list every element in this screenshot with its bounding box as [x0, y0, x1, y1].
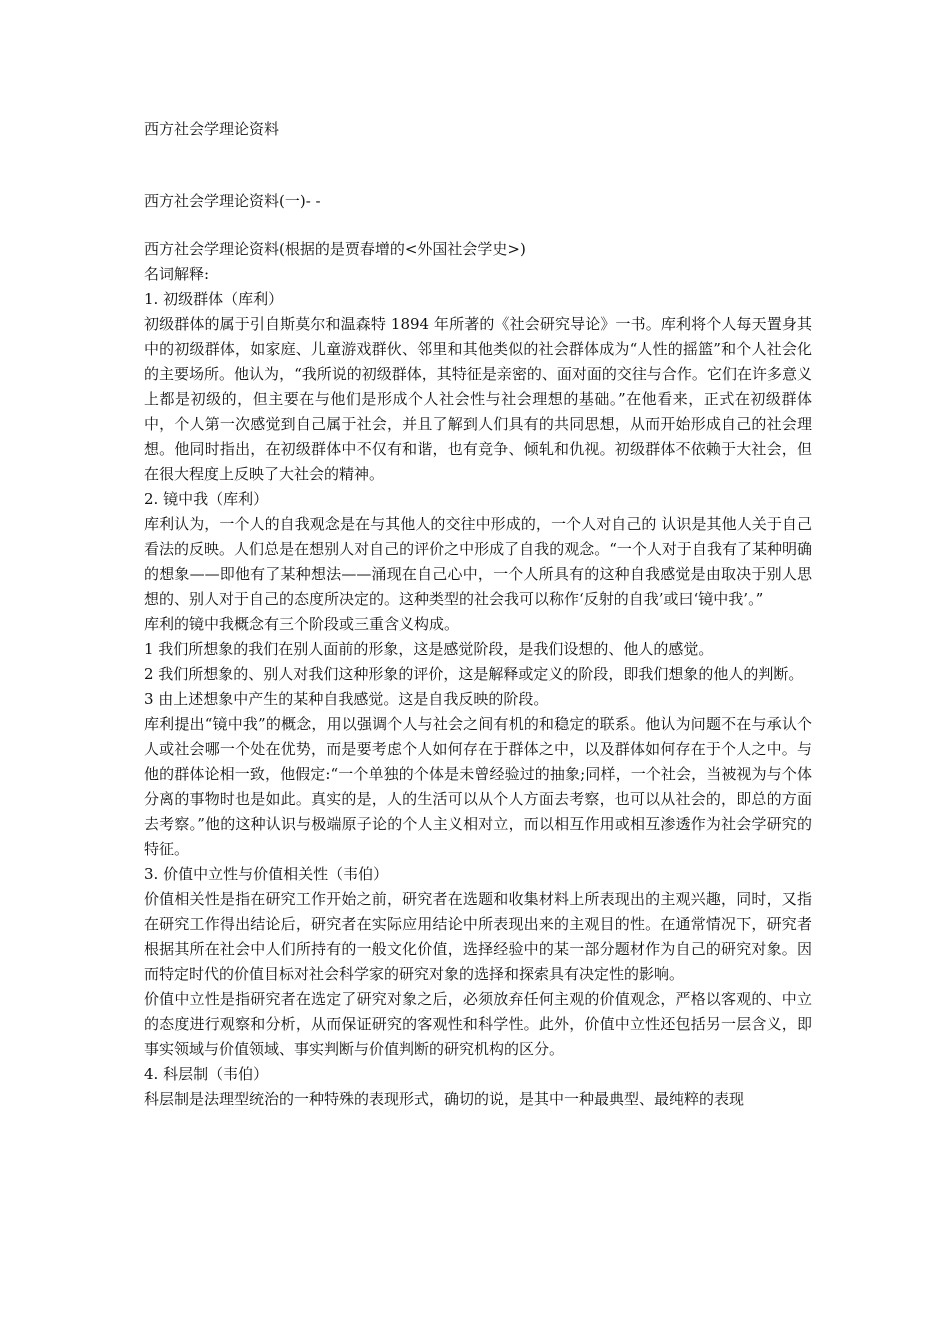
- paragraph: 初级群体的属于引自斯莫尔和温森特 1894 年所著的《社会研究导论》一书。库利将个人每天置身其中的初级群体，如家庭、儿童游戏群伙、邻里和其他类似的社会群体成为“人性的摇篮”和个人社会化的主要场所。他认为，“我所说的初级群体，其特征是亲密的、面对面的交往与合作。它们在许多意义上都是初级的，但主要在与他们是形成个人社会性与社会理想的基础。”在他看来，正式在初级群体中，个人第一次感觉到自己属于社会，并且了解到人们具有的共同思想，从而开始形成自己的社会理想。他同时指出，在初级群体中不仅有和谐，也有竞争、倾轧和仇视。初级群体不依赖于大社会，但在很大程度上反映了大社会的精神。: [144, 315, 812, 483]
- document-title: 西方社会学理论资料: [144, 120, 280, 138]
- paragraph: 库利认为，一个人的自我观念是在与其他人的交往中形成的，一个人对自己的 认识是其他人关于自己看法的反映。人们总是在想别人对自己的评价之中形成了自我的观念。“一个人对于自我有了某种明确的想象——即他有了某种想法——涌现在自己心中，一个人所具有的这种自我感觉是由取决于别人思想的、别人对于自己的态度所决定的。这种类型的社会我可以称作‘反射的自我’或曰‘镜中我’。”: [144, 515, 812, 608]
- paragraph: 价值相关性是指在研究工作开始之前，研究者在选题和收集材料上所表现出的主观兴趣，同时，又指在研究工作得出结论后，研究者在实际应用结论中所表现出来的主观目的性。在通常情况下，研究者根据其所在社会中人们所持有的一般文化价值，选择经验中的某一部分题材作为自己的研究对象。因而特定时代的价值目标对社会科学家的研究对象的选择和探索具有决定性的影响。: [144, 890, 812, 983]
- paragraph: 价值中立性是指研究者在选定了研究对象之后，必须放弃任何主观的价值观念，严格以客观的、中立的态度进行观察和分析，从而保证研究的客观性和科学性。此外，价值中立性还包括另一层含义，即事实领域与价值领域、事实判断与价值判断的研究机构的区分。: [144, 990, 812, 1058]
- list-item: 3 由上述想象中产生的某种自我感觉。这是自我反映的阶段。: [144, 690, 549, 708]
- section-heading: 1. 初级群体（库利）: [144, 290, 284, 308]
- paragraph: 科层制是法理型统治的一种特殊的表现形式，确切的说，是其中一种最典型、最纯粹的表现: [144, 1090, 745, 1108]
- intro-line: 西方社会学理论资料(根据的是贾春增的<外国社会学史>): [144, 240, 526, 258]
- section-heading: 4. 科层制（韦伯）: [144, 1065, 269, 1083]
- glossary-label: 名词解释:: [144, 265, 210, 283]
- paragraph: 库利提出“镜中我”的概念，用以强调个人与社会之间有机的和稳定的联系。他认为问题不在与承认个人或社会哪一个处在优势，而是要考虑个人如何存在于群体之中，以及群体如何存在于个人之中。与他的群体论相一致，他假定:“一个单独的个体是未曾经验过的抽象;同样，一个社会，当被视为与个体分离的事物时也是如此。真实的是，人的生活可以从个人方面去考察，也可以从社会的，即总的方面去考察。”他的这种认识与极端原子论的个人主义相对立，而以相互作用或相互渗透作为社会学研究的特征。: [144, 715, 812, 858]
- section-heading: 3. 价值中立性与价值相关性（韦伯）: [144, 865, 389, 883]
- document-body: [144, 237, 812, 1112]
- list-item: 1 我们所想象的我们在别人面前的形象，这是感觉阶段，是我们设想的、他人的感觉。: [144, 640, 714, 658]
- paragraph: 库利的镜中我概念有三个阶段或三重含义构成。: [144, 615, 460, 633]
- section-heading: 2. 镜中我（库利）: [144, 490, 269, 508]
- list-item: 2 我们所想象的、别人对我们这种形象的评价，这是解释或定义的阶段，即我们想象的他人的判断。: [144, 665, 804, 683]
- document-subtitle: 西方社会学理论资料(一)- -: [144, 192, 321, 210]
